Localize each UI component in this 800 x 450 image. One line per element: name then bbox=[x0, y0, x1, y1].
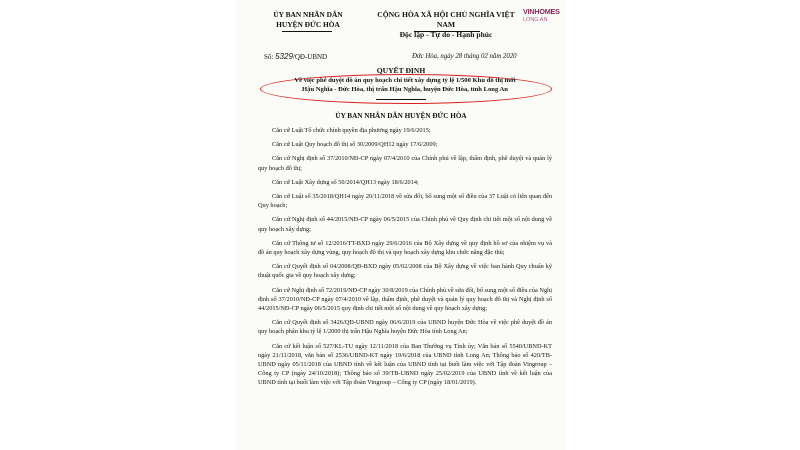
decision-subject bbox=[260, 76, 550, 94]
paragraph: Căn cứ Nghị định số 72/2019/NĐ-CP ngày 30/8/2019 của Chính phủ về sửa đổi, bổ sung một số điều của Nghị định số 37/2010/NĐ-CP ngày 07/4/2010 về lập, thẩm định, phê duyệt và quản lý quy hoạch đô thị và Nghị định số 44/2015/NĐ-CP ngày 06/5/2015 quy định chi tiết một số nội dung về quy hoạch xây dựng; bbox=[258, 286, 552, 313]
doc-number-value: 5329 bbox=[275, 52, 293, 61]
logo-line-1: VINHOMES bbox=[523, 7, 560, 16]
paragraph: Căn cứ Luật Xây dựng số 50/2014/QH13 ngày 18/6/2014; bbox=[272, 178, 419, 186]
document-number bbox=[264, 52, 327, 61]
paragraph: Căn cứ Quyết định số 04/2008/QĐ-BXD ngày 05/02/2008 của Bộ Xây dựng về việc ban hành Quy chuẩn kỹ thuật quốc gia về quy hoạch xây dựng; bbox=[258, 263, 552, 280]
vinhomes-logo bbox=[523, 8, 563, 24]
paragraph: Căn cứ Nghị định số 44/2015/NĐ-CP ngày 06/5/2015 của Chính phủ về Quy định chi tiết một số nội dung về quy hoạch xây dựng; bbox=[258, 216, 552, 233]
paragraph: Căn cứ Thông tư số 12/2016/TT-BXD ngày 29/6/2016 của Bộ Xây dựng về quy định hồ sơ của nhiệm vụ và đồ án quy hoạch xây dựng vùng, quy hoạch đô thị và quy hoạch xây dựng khu chức năng đặc thù; bbox=[258, 239, 552, 257]
paragraph: Căn cứ Luật số 35/2018/QH14 ngày 20/11/2018 về sửa đổi, bổ sung một số điều của 37 Luật có liên quan đến Quy hoạch; bbox=[258, 193, 552, 210]
doc-number-suffix: /QĐ-UBND bbox=[292, 53, 328, 61]
issuer-header bbox=[248, 10, 368, 30]
decision-title: QUYẾT ĐỊNH bbox=[376, 66, 426, 75]
issuer-underline bbox=[282, 31, 332, 32]
paragraph: Căn cứ Quyết định số 3426/QĐ-UBND ngày 06/6/2019 của UBND huyện Đức Hòa về việc phê duyệt đồ án quy hoạch phân khu tỷ lệ 1/2000 thị trấn Hậu Nghĩa huyện Đức Hòa tỉnh Long An; bbox=[258, 319, 552, 336]
paragraph: Căn cứ Luật Tổ chức chính quyền địa phương ngày 19/6/2015; bbox=[272, 127, 431, 134]
paragraph: Căn cứ Luật Quy hoạch đô thị số 30/2009/QH12 ngày 17/6/2009; bbox=[272, 141, 438, 149]
document-page bbox=[236, 0, 566, 450]
doc-number-prefix: Số: bbox=[264, 53, 274, 61]
document-date: Đức Hòa, ngày 28 tháng 02 năm 2020 bbox=[412, 53, 517, 60]
body-title: ỦY BAN NHÂN DÂN HUYỆN ĐỨC HÒA bbox=[335, 112, 467, 120]
issuer-line-1: ỦY BAN NHÂN DÂN bbox=[273, 10, 343, 19]
subject-underline bbox=[376, 99, 426, 100]
subject-line-2: Hậu Nghĩa - Đức Hòa, thị trấn Hậu Nghĩa, huyện Đức Hòa, tỉnh Long An bbox=[302, 86, 508, 93]
paragraph: Căn cứ kết luận số 527/KL-TU ngày 12/11/2018 của Ban Thường vụ Tỉnh ủy; Văn bản số 5540/UBND-KT ngày 21/11/2018, văn bản số 2536/UBND-KT ngày 19/6/2018 của UBND tỉnh Long An; Thông báo số 420/TB-UBND ngày 05/11/2018 của UBND tỉnh về kết luận của UBND tỉnh tại buổi làm việc với Tập đoàn Vingroup – Công ty CP (ngày 24/10/2018); Thông báo số 39/TB-UBND ngày 25/02/2019 của UBND tỉnh về kết luận của UBND tỉnh tại buổi làm việc với Tập đoàn Vingroup – Công ty CP (ngày 18/01/2019). bbox=[258, 342, 552, 387]
subject-line-1: Về việc phê duyệt đồ án quy hoạch chi tiết xây dựng tỷ lệ 1/500 Khu đô thị mới bbox=[294, 77, 516, 84]
national-header bbox=[371, 10, 521, 40]
logo-line-2: LONG AN bbox=[523, 17, 548, 23]
legal-basis bbox=[258, 126, 552, 393]
national-title: CỘNG HÒA XÃ HỘI CHỦ NGHĨA VIỆT NAM bbox=[377, 10, 515, 29]
paragraph: Căn cứ Nghị định số 37/2010/NĐ-CP ngày 07/4/2010 của Chính phủ về lập, thẩm định, phê duyệt và quản lý quy hoạch đô thị; bbox=[258, 155, 552, 172]
issuer-line-2: HUYỆN ĐỨC HÒA bbox=[276, 20, 340, 29]
national-motto: Độc lập - Tự do - Hạnh phúc bbox=[399, 30, 493, 39]
motto-underline bbox=[414, 31, 480, 32]
